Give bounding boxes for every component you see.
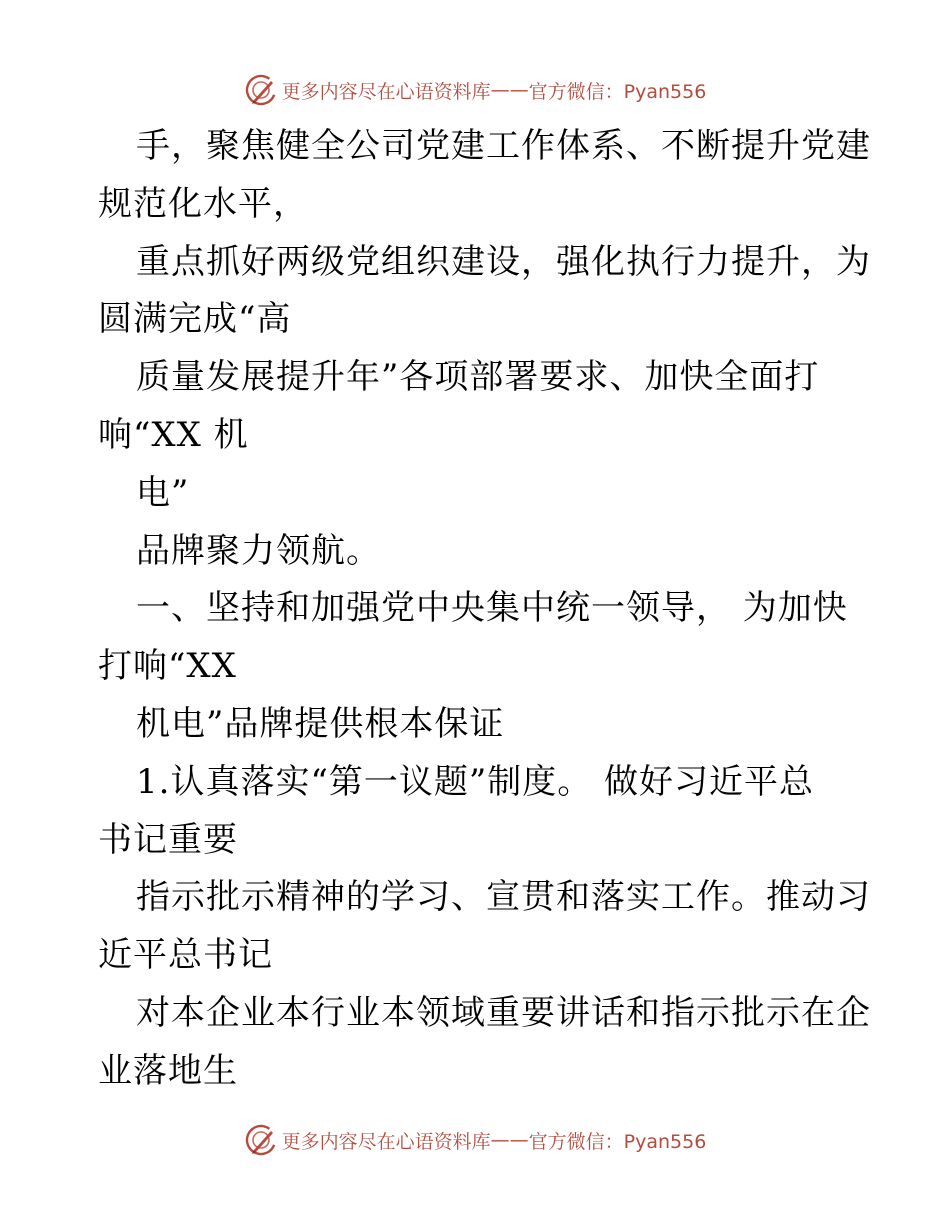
section-heading: 一、坚持和加强党中央集中统一领导， 为加快 (136, 588, 848, 629)
body-line: 1.认真落实“第一议题”制度。 做好习近平总 (136, 761, 815, 802)
footer-banner-separator: —— (490, 1129, 529, 1151)
body-line: 对本企业本行业本领域重要讲话和指示批示在企 (136, 992, 871, 1033)
body-line: 业落地生 (98, 1050, 238, 1091)
header-watermark-banner (0, 72, 950, 108)
footer-banner-wechat: 官方微信：Pyan556 (528, 1130, 707, 1153)
footer-banner-text: 更多内容尽在心语资料库 (281, 1130, 491, 1153)
section-heading-continued: 机电”品牌提供根本保证 (136, 703, 505, 744)
body-line: 规范化水平， (98, 183, 308, 224)
body-line: 电” (136, 472, 190, 513)
header-banner-wechat: 官方微信：Pyan556 (528, 80, 707, 103)
body-line: 圆满完成“高 (98, 299, 292, 340)
body-line: 手，聚焦健全公司党建工作体系、不断提升党建 (136, 126, 871, 166)
body-line: 质量发展提升年”各项部署要求、加快全面打 (136, 357, 820, 398)
footer-watermark-banner (0, 1122, 950, 1158)
brush-logo-icon (244, 1123, 278, 1157)
brush-logo-icon (244, 73, 278, 107)
section-heading-continued: 打响“XX (98, 646, 237, 687)
header-banner-separator: —— (490, 79, 529, 101)
body-line: 指示批示精神的学习、宣贯和落实工作。推动习 (136, 877, 871, 918)
body-line: 书记重要 (98, 819, 238, 860)
body-line: 品牌聚力领航。 (136, 530, 381, 571)
header-banner-text: 更多内容尽在心语资料库 (281, 80, 491, 103)
body-line: 响“XX 机 (98, 414, 249, 455)
body-line: 近平总书记 (98, 935, 273, 976)
document-body (98, 118, 871, 1101)
body-line: 重点抓好两级党组织建设，强化执行力提升，为 (136, 241, 871, 282)
